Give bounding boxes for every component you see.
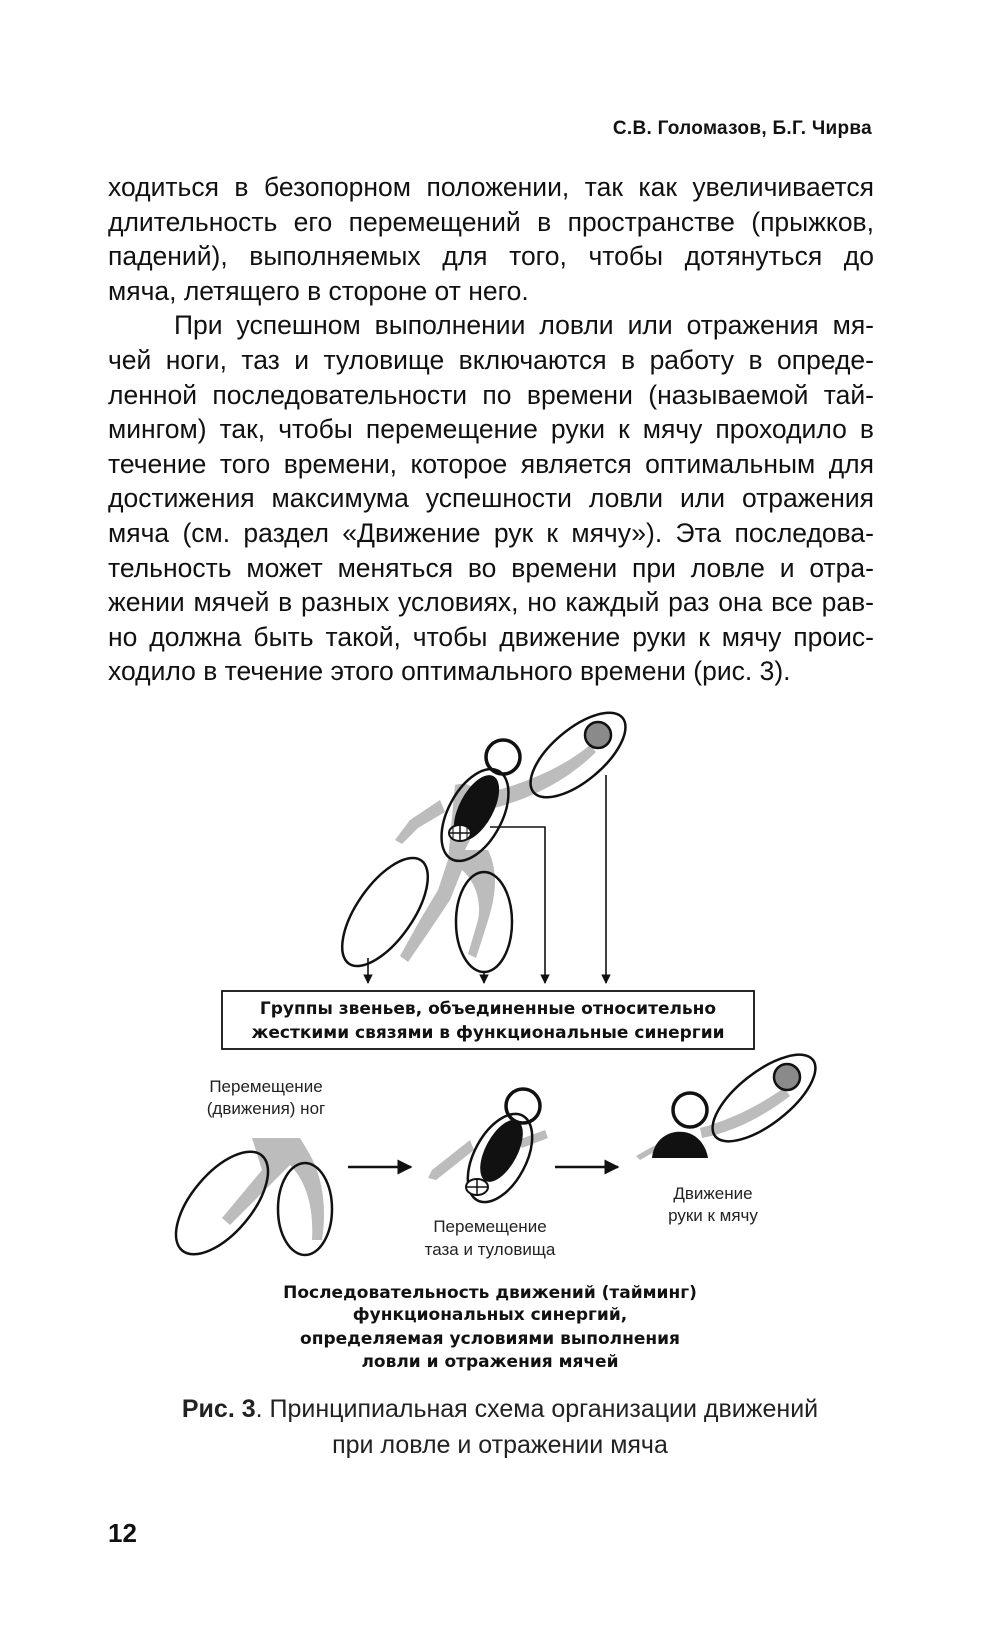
paragraph2-line-2: чей ноги, таз и туловище включаются в работу в опреде- xyxy=(108,344,874,375)
synergy-groups-box xyxy=(222,991,754,1049)
paragraph1-line-2: длительность его перемещений в пространстве (прыжков, xyxy=(108,206,874,237)
sequence-text-line-3: определяемая условиями выполнения xyxy=(300,1329,680,1349)
paragraph1-line-4: мяча, летящего в стороне от него. xyxy=(108,275,529,306)
figure-3-diagram xyxy=(0,700,1000,1400)
arm-label-line-2: руки к мячу xyxy=(668,1206,758,1225)
arm-label-line-1: Движение xyxy=(673,1184,753,1203)
paragraph2-line-9: жении мячей в разных условиях, но каждый раз она все рав- xyxy=(108,587,874,618)
trunk-synergy-ellipse xyxy=(428,758,523,872)
paragraph2-line-11: ходило в течение этого оптимального времени (рис. 3). xyxy=(108,656,791,687)
legs-label-line-2: (движения) ног xyxy=(206,1099,326,1118)
paragraph2-line-4: мингом) так, чтобы перемещение руки к мячу проходило в xyxy=(108,414,874,445)
sequence-text-line-1: Последовательность движений (тайминг) xyxy=(283,1283,697,1303)
sequence-text-line-2: функциональных синергий, xyxy=(352,1305,628,1325)
box-text-line-2: жесткими связями в функциональные синергии xyxy=(251,1023,725,1043)
legs-label-line-1: Перемещение xyxy=(209,1077,323,1096)
pelvis-label-line-1: Перемещение xyxy=(433,1217,547,1236)
ball-circle xyxy=(585,722,611,748)
figure-caption-line-2: при ловле и отражении мяча xyxy=(332,1431,668,1459)
figure-caption-label: Рис. 3 xyxy=(181,1395,256,1423)
paragraph1-line-3: падений), выполняемых для того, чтобы дотянуться до xyxy=(108,241,874,272)
pelvis-label-line-2: таза и туловища xyxy=(424,1240,556,1259)
paragraph2-line-8: тельность может меняться во времени при ловле и отра- xyxy=(108,552,874,583)
paragraph2-line-3: ленной последовательности по времени (называемой тай- xyxy=(108,379,874,410)
paragraph2-line-1: При успешном выполнении ловли или отражения мя- xyxy=(174,310,874,341)
paragraph2-line-5: течение того времени, которое является оптимальным для xyxy=(108,448,874,479)
sequence-text-line-4: ловли и отражения мячей xyxy=(361,1352,619,1372)
pelvis-grid-icon xyxy=(449,825,471,841)
figure-caption-title: . Принципиальная схема организации движений xyxy=(255,1395,819,1423)
running-header-authors: С.В. Голомазов, Б.Г. Чирва xyxy=(612,118,872,139)
legs-synergy-figure xyxy=(159,1136,332,1270)
arm-synergy-figure xyxy=(636,1039,829,1160)
pelvis-trunk-synergy-figure xyxy=(428,1089,548,1213)
page-number: 12 xyxy=(108,1518,137,1548)
box-text-line-1: Группы звеньев, объединенные относительно xyxy=(259,999,717,1019)
paragraph2-line-6: достижения максимума успешности ловли или отражения xyxy=(108,483,874,514)
figure-caption-line-1 xyxy=(100,1392,900,1426)
paragraph2-line-7: мяча (см. раздел «Движение рук к мячу»). Эта последова- xyxy=(108,517,874,548)
paragraph2-line-10: но должна быть такой, чтобы движение руки к мячу проис- xyxy=(108,621,874,652)
body-text xyxy=(108,170,874,689)
paragraph1-line-1: ходиться в безопорном положении, так как увеличивается xyxy=(108,172,874,202)
goalkeeper-figure-top xyxy=(326,700,639,980)
